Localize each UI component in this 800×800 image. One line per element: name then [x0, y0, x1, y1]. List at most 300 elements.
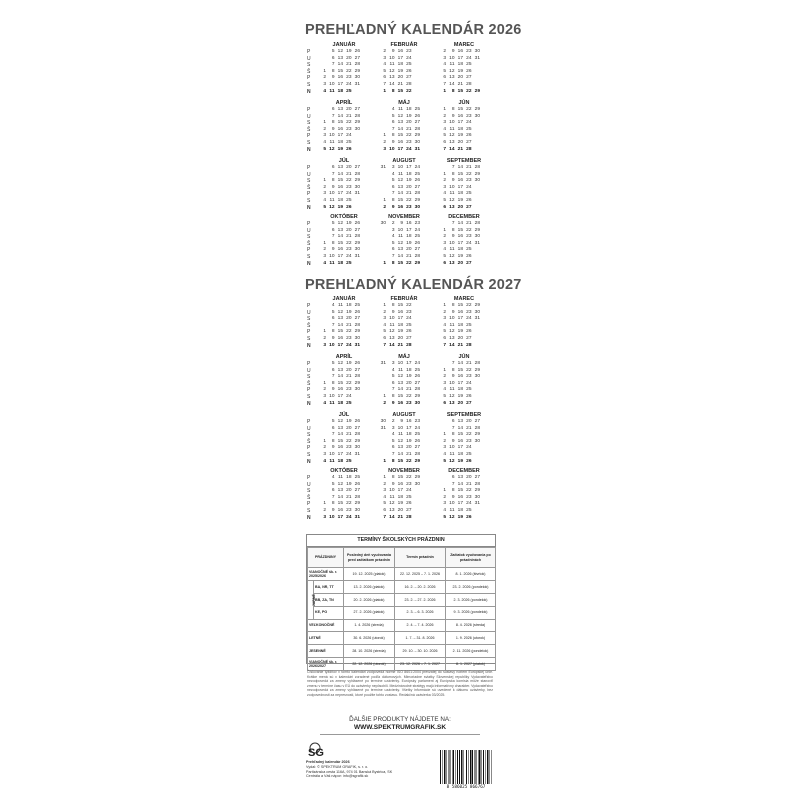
- day-cell: 26: [466, 197, 472, 203]
- barcode-bars: [440, 750, 492, 784]
- day-cell: 18: [457, 322, 463, 328]
- weekday-label: Š: [307, 494, 311, 501]
- day-cell: 17: [337, 253, 343, 259]
- day-cell: 11: [338, 303, 343, 308]
- day-cell: 28: [354, 374, 360, 380]
- day-cell: [421, 69, 430, 76]
- day-cell: 4: [443, 126, 446, 132]
- day-cell: 18: [397, 494, 403, 500]
- day-cell: 3: [443, 445, 446, 451]
- day-cell: 5: [331, 221, 335, 226]
- day-cell: 19: [346, 49, 352, 54]
- weekday-label: S: [307, 120, 311, 127]
- day-cell: 30: [354, 247, 360, 253]
- day-cell: [421, 515, 430, 522]
- day-grid: [318, 49, 370, 95]
- day-cell: 21: [457, 81, 463, 87]
- day-cell: 26: [406, 329, 412, 335]
- day-grid: [438, 221, 490, 267]
- website-link[interactable]: WWW.SPEKTRUMGRAFIK.SK: [353, 724, 447, 731]
- day-cell: [421, 56, 430, 63]
- day-cell: 31: [354, 451, 360, 457]
- day-cell: 22: [466, 303, 472, 308]
- calendar-title: PREHĽADNÝ KALENDÁR 2027: [305, 277, 522, 293]
- day-cell: 22: [346, 501, 352, 507]
- day-cell: 30: [354, 507, 360, 513]
- day-cell: [481, 475, 490, 482]
- month-name: JÚN: [458, 354, 470, 360]
- weekday-label: U: [307, 309, 311, 316]
- day-cell: 24: [414, 165, 420, 170]
- month-block: [378, 296, 430, 348]
- day-cell: 22: [466, 88, 472, 94]
- weekday-label: P: [307, 165, 311, 171]
- day-cell: 13: [337, 367, 343, 373]
- day-cell: 27: [414, 445, 420, 451]
- day-cell: 22: [346, 240, 352, 246]
- day-cell: [413, 56, 422, 63]
- holiday-last-day: 28. 10. 2026 (streda): [344, 645, 395, 658]
- day-cell: 8: [451, 88, 455, 94]
- day-cell: 11: [449, 507, 455, 513]
- day-cell: 6: [331, 316, 335, 322]
- day-cell: 24: [414, 361, 420, 366]
- day-cell: 19: [397, 501, 403, 507]
- day-cell: [361, 439, 370, 446]
- day-cell: 18: [337, 139, 343, 145]
- weekday-label: S: [307, 507, 311, 514]
- day-grid: [318, 107, 370, 153]
- day-cell: 8: [331, 438, 335, 444]
- day-cell: [353, 394, 362, 401]
- disclaimer-text: Číslovanie týždňov v tomto kalendári zodpovedá norme ISO 8601:2004 prevzatej do sústavy noriem Európskej únie. Krátke mená sú v kalendári zoradené podľa dátumových. Mimoriadne sviatky Slovenskej republiky Vydavateľstvo nezodpovedá za zmeny vyhlásené po termíne uzávierky. Európsky parlament aj Európska komisia môže stanoviť zmenu v termíne času v EÚ do uzávierky nepôsobili. Medzinárodné stratégy majú informatívny charakter. Vydavateľstvo nezodpovedá za zmeny vyhlásené po termíne uzávierky. Všetky informácie sú uvedené k dátumu uzávierky, bez zodpovednosti za nepresnosti, ktoré použite tohto zostavu. Redakčná uzávierka 03/2025.: [307, 670, 493, 697]
- day-cell: 27: [354, 165, 360, 170]
- day-cell: 11: [329, 260, 335, 266]
- month-row: [305, 468, 495, 520]
- day-cell: 3: [443, 240, 446, 246]
- day-cell: [481, 127, 490, 134]
- day-cell: [473, 323, 482, 330]
- day-cell: [379, 374, 388, 381]
- day-cell: 8: [331, 120, 335, 126]
- day-cell: [421, 114, 430, 121]
- day-cell: [473, 205, 482, 212]
- day-cell: 16: [457, 494, 463, 500]
- day-cell: [421, 459, 430, 466]
- day-cell: 12: [449, 393, 455, 399]
- day-cell: 12: [337, 221, 343, 226]
- day-cell: 25: [414, 171, 420, 177]
- day-cell: 13: [449, 139, 455, 145]
- day-cell: 5: [383, 68, 386, 74]
- day-cell: 13: [389, 335, 395, 341]
- day-cell: [421, 254, 430, 261]
- holiday-label: BB, ZA, TN: [314, 593, 344, 606]
- day-cell: 10: [329, 342, 335, 348]
- day-cell: 10: [389, 55, 395, 61]
- day-cell: 3: [443, 55, 446, 61]
- day-cell: 30: [474, 494, 480, 500]
- day-cell: 1: [323, 68, 326, 74]
- day-cell: 25: [414, 432, 420, 438]
- day-cell: [361, 82, 370, 89]
- day-cell: 12: [449, 514, 455, 520]
- day-cell: 14: [389, 342, 395, 348]
- day-cell: 16: [457, 309, 463, 315]
- day-grid: [378, 165, 430, 211]
- day-cell: 2: [323, 184, 326, 190]
- weekday-label: S: [307, 178, 311, 185]
- day-cell: 12: [389, 501, 395, 507]
- month-name: MAREC: [453, 42, 475, 48]
- day-cell: [481, 445, 490, 452]
- day-cell: [439, 419, 448, 426]
- month-name: APRÍL: [335, 100, 353, 106]
- day-cell: 15: [457, 367, 463, 373]
- day-cell: 16: [406, 419, 412, 424]
- day-cell: 10: [329, 393, 335, 399]
- day-cell: 13: [389, 507, 395, 513]
- day-cell: 30: [414, 204, 420, 210]
- day-cell: [421, 261, 430, 268]
- day-cell: [319, 426, 328, 433]
- day-cell: 27: [406, 335, 412, 341]
- day-grid: [378, 419, 430, 465]
- day-cell: 23: [466, 374, 472, 380]
- day-cell: 12: [329, 146, 335, 152]
- day-grid: [318, 165, 370, 211]
- day-cell: 13: [337, 165, 343, 170]
- day-cell: 27: [466, 400, 472, 406]
- day-cell: 19: [397, 68, 403, 74]
- day-cell: 25: [346, 139, 352, 145]
- weekday-label: P: [307, 75, 311, 82]
- day-cell: 29: [414, 475, 420, 480]
- day-cell: 28: [474, 165, 480, 170]
- day-cell: 24: [466, 380, 472, 386]
- day-cell: 1: [323, 240, 326, 246]
- day-cell: 25: [346, 88, 352, 94]
- day-cell: 2: [323, 75, 326, 81]
- day-cell: 1: [323, 178, 326, 184]
- day-cell: 18: [337, 400, 343, 406]
- day-cell: 7: [331, 234, 335, 240]
- day-cell: 18: [346, 303, 352, 308]
- weekday-label: U: [307, 425, 311, 432]
- weekday-label: P: [307, 303, 311, 309]
- day-cell: 25: [414, 107, 420, 112]
- day-cell: [379, 120, 388, 127]
- day-cell: 8: [451, 227, 455, 233]
- day-cell: 13: [337, 316, 343, 322]
- holiday-start: 2. 3. 2026 (pondelok): [446, 593, 496, 606]
- day-cell: 16: [457, 49, 463, 54]
- day-cell: [421, 387, 430, 394]
- day-cell: [421, 234, 430, 241]
- month-block: [318, 468, 370, 520]
- day-cell: [319, 228, 328, 235]
- month-block: [318, 158, 370, 210]
- day-cell: 18: [337, 260, 343, 266]
- day-cell: [413, 75, 422, 82]
- weekday-label: U: [307, 55, 311, 62]
- month-row: [305, 158, 495, 210]
- day-cell: [421, 191, 430, 198]
- day-cell: 28: [354, 494, 360, 500]
- day-cell: 7: [331, 494, 335, 500]
- day-cell: 2: [383, 400, 386, 406]
- imprint: [306, 760, 416, 779]
- day-cell: 27: [414, 184, 420, 190]
- day-cell: 29: [354, 120, 360, 126]
- day-cell: [413, 495, 422, 502]
- day-cell: 27: [414, 380, 420, 386]
- day-cell: [481, 247, 490, 254]
- day-cell: [361, 205, 370, 212]
- day-cell: 30: [474, 49, 480, 54]
- day-cell: 7: [451, 165, 455, 170]
- day-cell: 22: [406, 458, 412, 464]
- month-name: DECEMBER: [448, 468, 480, 474]
- day-cell: 12: [397, 438, 403, 444]
- day-cell: 23: [346, 247, 352, 253]
- day-cell: 9: [391, 481, 395, 487]
- day-cell: 3: [443, 501, 446, 507]
- weekday-label: U: [307, 367, 311, 374]
- day-cell: 4: [443, 387, 446, 393]
- day-cell: 27: [354, 227, 360, 233]
- day-cell: 19: [346, 221, 352, 226]
- weekday-label: S: [307, 139, 311, 146]
- day-cell: 21: [406, 387, 412, 393]
- day-cell: [361, 198, 370, 205]
- day-cell: [319, 316, 328, 323]
- day-cell: 22: [346, 329, 352, 335]
- day-cell: 28: [466, 146, 472, 152]
- day-cell: [353, 89, 362, 96]
- day-cell: [319, 56, 328, 63]
- holiday-term: 2. 3. – 6. 3. 2026: [395, 606, 446, 619]
- day-cell: [379, 234, 388, 241]
- imprint-line: Prehľadný kalendár 2026: [306, 760, 350, 764]
- day-cell: 14: [337, 171, 343, 177]
- day-cell: [481, 336, 490, 343]
- month-block: [318, 42, 370, 94]
- day-cell: [481, 205, 490, 212]
- day-cell: 28: [466, 342, 472, 348]
- holiday-last-day: 27. 2. 2026 (piatok): [344, 606, 395, 619]
- day-cell: 14: [457, 481, 463, 487]
- day-cell: 6: [443, 139, 446, 145]
- day-cell: [473, 381, 482, 388]
- day-cell: 15: [397, 458, 403, 464]
- day-cell: [413, 508, 422, 515]
- weekday-label: S: [307, 253, 311, 260]
- month-block: [378, 412, 430, 464]
- month-block: [438, 42, 490, 94]
- day-cell: 11: [329, 400, 335, 406]
- weekday-label: Š: [307, 438, 311, 445]
- day-cell: 21: [346, 322, 352, 328]
- day-cell: [413, 343, 422, 350]
- day-cell: 21: [466, 221, 472, 226]
- day-cell: 15: [457, 227, 463, 233]
- day-cell: 17: [337, 81, 343, 87]
- day-cell: 4: [391, 432, 395, 438]
- day-cell: 21: [346, 113, 352, 119]
- day-cell: [421, 419, 430, 426]
- day-cell: 19: [346, 419, 352, 424]
- day-cell: 13: [457, 419, 463, 424]
- day-cell: 17: [406, 425, 412, 431]
- day-cell: [379, 387, 388, 394]
- day-cell: 7: [331, 113, 335, 119]
- day-cell: 5: [331, 49, 335, 54]
- month-name: JANUÁR: [332, 296, 356, 302]
- day-cell: 2: [391, 221, 395, 226]
- holiday-label: BA, NR, TT: [314, 580, 344, 593]
- day-cell: 10: [449, 120, 455, 126]
- day-cell: 22: [406, 475, 412, 480]
- day-cell: [413, 62, 422, 69]
- day-cell: 7: [331, 62, 335, 68]
- day-cell: 23: [346, 387, 352, 393]
- day-cell: 1: [383, 393, 386, 399]
- day-cell: [481, 228, 490, 235]
- day-cell: 10: [397, 361, 403, 366]
- day-cell: [481, 361, 490, 368]
- day-cell: [413, 336, 422, 343]
- day-cell: [379, 452, 388, 459]
- day-cell: 3: [383, 55, 386, 61]
- day-cell: 22: [466, 488, 472, 494]
- day-cell: 6: [391, 120, 395, 126]
- day-cell: 28: [474, 361, 480, 366]
- day-cell: 31: [380, 361, 386, 366]
- day-cell: 14: [449, 146, 455, 152]
- day-cell: 23: [466, 49, 472, 54]
- weekday-labels: [307, 221, 317, 267]
- day-grid: [438, 361, 490, 407]
- day-cell: 9: [400, 419, 403, 424]
- day-cell: 23: [346, 335, 352, 341]
- day-cell: [361, 336, 370, 343]
- month-name: OKTÓBER: [330, 214, 358, 220]
- day-cell: 24: [346, 191, 352, 197]
- day-cell: 11: [338, 475, 343, 480]
- day-cell: [481, 49, 490, 56]
- day-cell: 22: [466, 367, 472, 373]
- day-cell: [379, 439, 388, 446]
- holiday-last-day: 19. 12. 2025 (piatok): [344, 568, 395, 581]
- day-cell: 24: [406, 55, 412, 61]
- day-cell: 5: [443, 393, 446, 399]
- day-cell: 21: [406, 126, 412, 132]
- day-cell: 25: [346, 400, 352, 406]
- day-cell: 20: [406, 380, 412, 386]
- day-cell: 22: [346, 120, 352, 126]
- sg-logo-icon: [306, 742, 336, 758]
- day-cell: [379, 191, 388, 198]
- day-cell: [379, 247, 388, 254]
- day-cell: 14: [337, 62, 343, 68]
- day-cell: 16: [337, 335, 343, 341]
- day-cell: 6: [443, 75, 446, 81]
- day-cell: 26: [346, 146, 352, 152]
- day-cell: 30: [414, 400, 420, 406]
- day-cell: 2: [383, 309, 386, 315]
- day-cell: 12: [397, 113, 403, 119]
- day-cell: [481, 221, 490, 228]
- month-name: MÁJ: [398, 100, 410, 106]
- day-cell: 25: [346, 458, 352, 464]
- day-cell: [361, 49, 370, 56]
- day-cell: 2: [383, 481, 386, 487]
- day-cell: 14: [449, 342, 455, 348]
- day-cell: 15: [337, 120, 343, 126]
- day-cell: [481, 89, 490, 96]
- day-cell: 3: [383, 316, 386, 322]
- school-holidays-table: [306, 534, 496, 669]
- day-cell: [481, 75, 490, 82]
- holiday-term: 22. 12. 2025 – 7. 1. 2026: [395, 568, 446, 581]
- day-cell: 5: [443, 253, 446, 259]
- day-cell: 3: [443, 316, 446, 322]
- day-cell: 16: [337, 507, 343, 513]
- month-block: [378, 100, 430, 152]
- day-cell: 11: [329, 88, 335, 94]
- day-cell: 4: [383, 494, 386, 500]
- day-cell: 6: [331, 107, 335, 112]
- day-cell: [361, 140, 370, 147]
- day-cell: [361, 515, 370, 522]
- day-cell: [473, 336, 482, 343]
- day-cell: 21: [466, 425, 472, 431]
- day-cell: [413, 488, 422, 495]
- day-cell: 6: [451, 419, 455, 424]
- day-cell: 8: [451, 107, 455, 112]
- day-cell: 6: [443, 400, 446, 406]
- weekday-label: N: [307, 88, 311, 95]
- day-cell: 21: [406, 191, 412, 197]
- day-cell: [413, 316, 422, 323]
- day-cell: 1: [323, 438, 326, 444]
- day-cell: [319, 475, 328, 482]
- day-cell: [361, 401, 370, 408]
- holiday-term: 29. 10. – 30. 10. 2026: [395, 645, 446, 658]
- day-cell: 22: [346, 438, 352, 444]
- day-cell: 19: [457, 197, 463, 203]
- day-cell: 17: [457, 184, 463, 190]
- day-cell: [481, 508, 490, 515]
- day-cell: 2: [323, 126, 326, 132]
- day-cell: 20: [346, 425, 352, 431]
- day-cell: [473, 120, 482, 127]
- day-cell: 23: [414, 419, 420, 424]
- month-row: [305, 214, 495, 266]
- day-cell: [421, 343, 430, 350]
- day-cell: [421, 426, 430, 433]
- day-cell: [481, 147, 490, 154]
- day-cell: 14: [337, 113, 343, 119]
- day-cell: [361, 303, 370, 310]
- day-cell: 26: [466, 329, 472, 335]
- day-cell: 4: [391, 107, 395, 112]
- day-cell: 7: [331, 171, 335, 177]
- day-cell: 2: [443, 309, 446, 315]
- day-cell: [481, 241, 490, 248]
- day-cell: 14: [397, 451, 403, 457]
